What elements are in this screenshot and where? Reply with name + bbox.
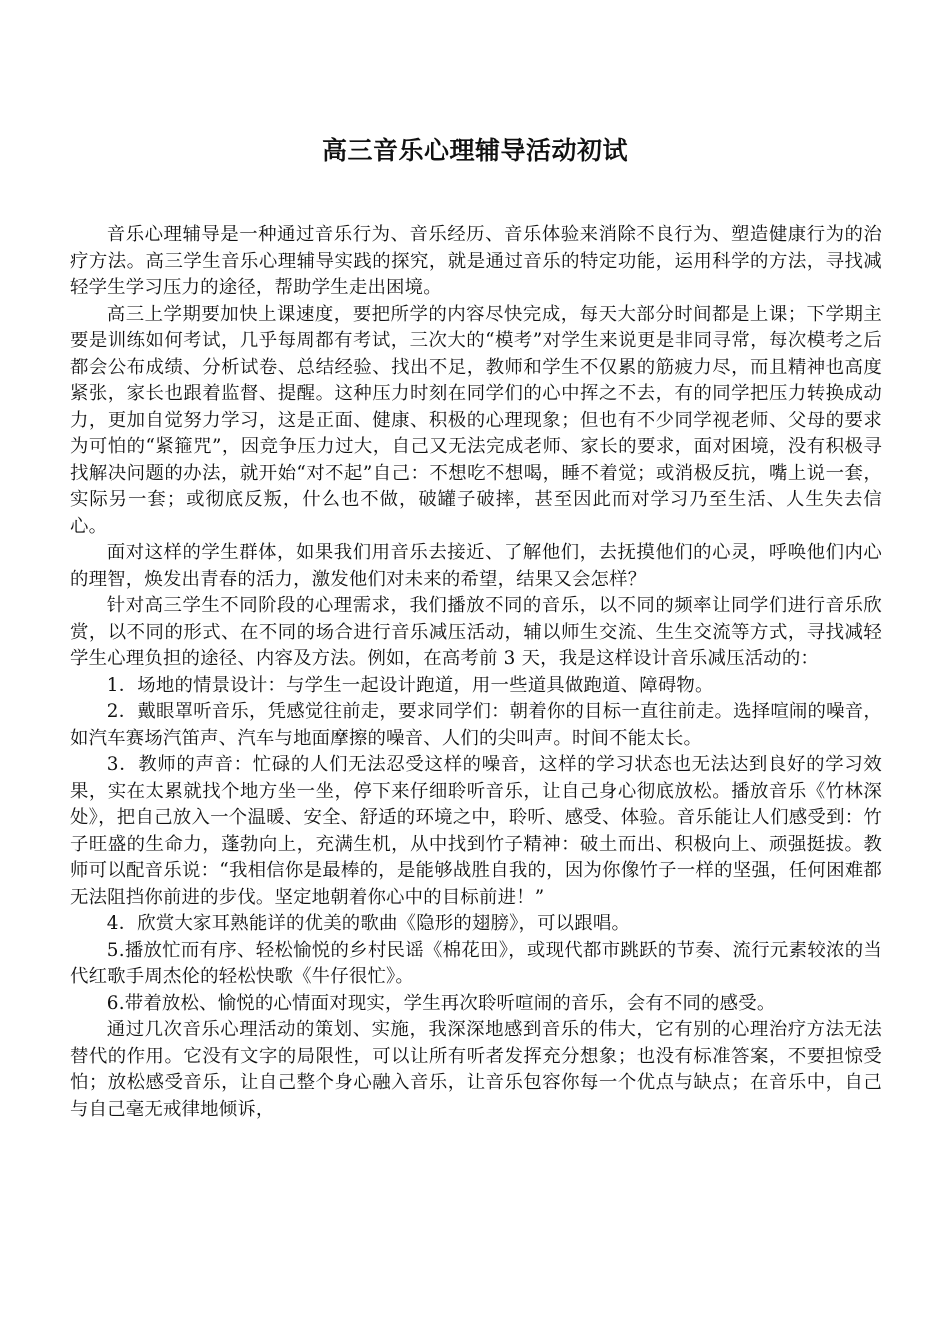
paragraph-conclusion: 通过几次音乐心理活动的策划、实施，我深深地感到音乐的伟大，它有别的心理治疗方法无法替代的作用。它没有文字的局限性，可以让所有听者发挥充分想象；也没有标准答案，不要担惊受怕；放松感受音乐，让自己整个身心融入音乐，让音乐包容你每一个优点与缺点；在音乐中，自己与自己毫无戒律地倾诉， [70, 1019, 882, 1120]
paragraph-step-4: 4．欣赏大家耳熟能详的优美的歌曲《隐形的翅膀》，可以跟唱。 [106, 913, 631, 934]
paragraph-step-1: 1．场地的情景设计：与学生一起设计跑道，用一些道具做跑道、障碍物。 [106, 674, 714, 696]
paragraph-step-3: 3．教师的声音：忙碌的人们无法忍受这样的噪音，这样的学习状态也无法达到良好的学习效果，实在太累就找个地方坐一坐，停下来仔细聆听音乐，让自己身心彻底放松。播放音乐《竹林深处》，把自己放入一个温暖、安全、舒适的环境之中，聆听、感受、体验。音乐能让人们感受到：竹子旺盛的生命力，蓬勃向上，充满生机，从中找到竹子精神：破土而出、积极向上、顽强挺拔。教师可以配音乐说：“我相信你是最棒的，是能够战胜自我的，因为你像竹子一样的坚强，任何困难都无法阻挡你前进的步伐。坚定地朝着你心中的目标前进！” [70, 754, 882, 908]
document-body [70, 222, 882, 1123]
paragraph-intro: 音乐心理辅导是一种通过音乐行为、音乐经历、音乐体验来消除不良行为、塑造健康行为的治疗方法。高三学生音乐心理辅导实践的探究，就是通过音乐的特定功能，运用科学的方法，寻找减轻学生学习压力的途径，帮助学生走出困境。 [70, 224, 882, 298]
paragraph-step-5: 5.播放忙而有序、轻松愉悦的乡村民谣《棉花田》，或现代都市跳跃的节奏、流行元素较浓的当代红歌手周杰伦的轻松快歌《牛仔很忙》。 [70, 939, 882, 987]
paragraph-step-6: 6.带着放松、愉悦的心情面对现实，学生再次聆听喧闹的音乐，会有不同的感受。 [106, 992, 776, 1014]
document-title: 高三音乐心理辅导活动初试 [321, 136, 628, 165]
paragraph-approach: 针对高三学生不同阶段的心理需求，我们播放不同的音乐，以不同的频率让同学们进行音乐欣赏，以不同的形式、在不同的场合进行音乐减压活动，辅以师生交流、生生交流等方式，寻找减轻学生心理负担的途径、内容及方法。例如，在高考前 3 天，我是这样设计音乐减压活动的： [70, 595, 882, 669]
paragraph-question: 面对这样的学生群体，如果我们用音乐去接近、了解他们，去抚摸他们的心灵，呼唤他们内心的理智，焕发出青春的活力，激发他们对未来的希望，结果又会怎样？ [70, 542, 882, 590]
paragraph-step-2: 2．戴眼罩听音乐，凭感觉往前走，要求同学们：朝着你的目标一直往前走。选择喧闹的噪音，如汽车赛场汽笛声、汽车与地面摩擦的噪音、人们的尖叫声。时间不能太长。 [70, 701, 882, 749]
paragraph-pressure: 高三上学期要加快上课速度，要把所学的内容尽快完成，每天大部分时间都是上课；下学期主要是训练如何考试，几乎每周都有考试，三次大的“模考”对学生来说更是非同寻常，每次模考之后都会公布成绩、分析试卷、总结经验、找出不足，教师和学生不仅累的筋疲力尽，而且精神也高度紧张，家长也跟着监督、提醒。这种压力时刻在同学们的心中挥之不去，有的同学把压力转换成动力，更加自觉努力学习，这是正面、健康、积极的心理现象；但也有不少同学视老师、父母的要求为可怕的“紧箍咒”，因竞争压力过大，自己又无法完成老师、家长的要求，面对困境，没有积极寻找解决问题的办法，就开始“对不起”自己：不想吃不想喝，睡不着觉；或消极反抗，嘴上说一套，实际另一套；或彻底反叛，什么也不做，破罐子破摔，甚至因此而对学习乃至生活、人生失去信心。 [70, 303, 882, 537]
